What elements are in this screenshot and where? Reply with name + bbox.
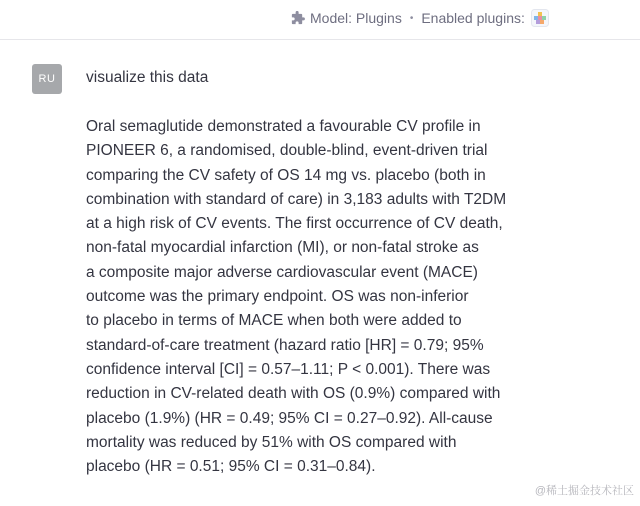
message-line: standard-of-care treatment (hazard ratio [HR] = 0.79; 95%	[86, 336, 484, 354]
top-bar	[0, 0, 640, 40]
model-label[interactable]: Model: Plugins	[310, 10, 402, 26]
message-line: mortality was reduced by 51% with OS compared with	[86, 433, 457, 451]
avatar-initials: RU	[38, 73, 56, 85]
message-body	[86, 115, 536, 479]
message-line: PIONEER 6, a randomised, double-blind, event-driven trial	[86, 142, 488, 160]
model-info	[290, 9, 549, 27]
message-line: at a high risk of CV events. The first occurrence of CV death,	[86, 215, 503, 233]
plugin-app-icon[interactable]	[531, 9, 549, 27]
watermark: @稀土掘金技术社区	[534, 485, 634, 497]
message-line: reduction in CV-related death with OS (0.9%) compared with	[86, 385, 501, 403]
message-line: comparing the CV safety of OS 14 mg vs. placebo (both in	[86, 166, 486, 184]
enabled-plugins-label[interactable]: Enabled plugins:	[421, 10, 525, 26]
message-line: a composite major adverse cardiovascular event (MACE)	[86, 263, 478, 281]
user-message	[86, 68, 536, 479]
message-line: placebo (HR = 0.51; 95% CI = 0.31–0.84).	[86, 458, 376, 476]
puzzle-piece-icon	[290, 11, 305, 26]
separator-dot: •	[409, 12, 414, 24]
message-line: to placebo in terms of MACE when both were added to	[86, 312, 462, 330]
user-avatar	[32, 64, 62, 94]
message-line: confidence interval [CI] = 0.57–1.11; P < 0.001). There was	[86, 360, 491, 378]
message-line: combination with standard of care) in 3,183 adults with T2DM	[86, 190, 507, 208]
message-line: Oral semaglutide demonstrated a favourable CV profile in	[86, 118, 481, 135]
message-prompt: visualize this data	[86, 69, 209, 86]
message-line: non-fatal myocardial infarction (MI), or non-fatal stroke as	[86, 239, 479, 257]
message-line: placebo (1.9%) (HR = 0.49; 95% CI = 0.27–0.92). All-cause	[86, 409, 493, 427]
message-line: outcome was the primary endpoint. OS was non-inferior	[86, 288, 469, 306]
